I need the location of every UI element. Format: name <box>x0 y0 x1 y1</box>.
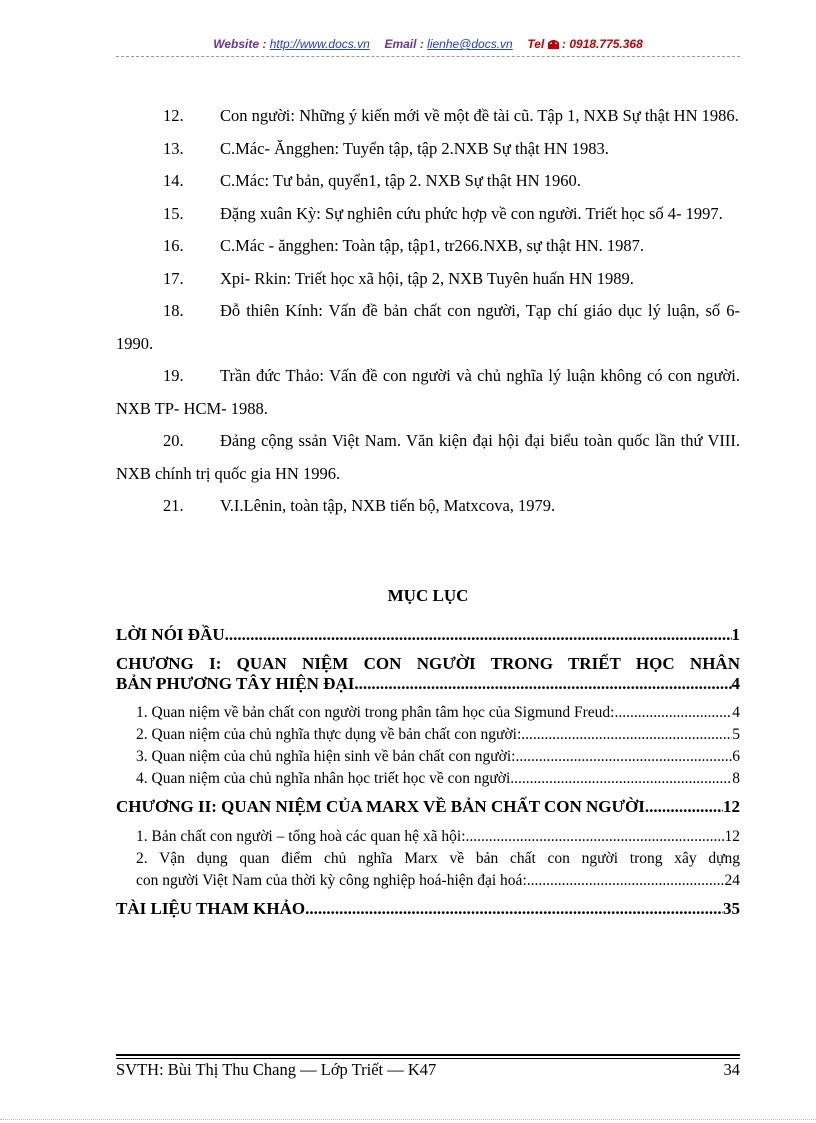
toc-entry-2-1[interactable]: 1. Bản chất con người – tổng hoà các quan hệ xã hội: ..... 12 <box>116 826 740 848</box>
toc-entry-1-2[interactable]: 2. Quan niệm của chủ nghĩa thực dụng về bản chất con người: ..... 5 <box>116 724 740 746</box>
reference-item: 20. Đảng cộng ssản Việt Nam. Văn kiện đại hội đại biểu toàn quốc lần thứ VIII. NXB chính trị quốc gia HN 1996. <box>116 431 740 483</box>
reference-item: 17. Xpi- Rkin: Triết học xã hội, tập 2, NXB Tuyên huấn HN 1989. <box>163 268 634 288</box>
toc-entry-1-1[interactable]: 1. Quan niệm về bản chất con người trong phân tâm học của Sigmund Freud: ..... 4 <box>116 702 740 724</box>
toc-entry-tai-lieu[interactable]: TÀI LIỆU THAM KHẢO ..... 35 <box>116 898 740 920</box>
reference-list <box>116 100 740 523</box>
toc-entry-1-4[interactable]: 4. Quan niệm của chủ nghĩa nhân học triết học về con người. ..... 8 <box>116 768 740 790</box>
page-footer <box>116 1060 740 1080</box>
toc-entry-loi-noi-dau[interactable]: LỜI NÓI ĐẦU ..... 1 <box>116 624 740 646</box>
toc-title: MỤC LỤC <box>387 586 469 605</box>
website-link[interactable]: http://www.docs.vn <box>269 37 370 51</box>
toc-entry-1-3[interactable]: 3. Quan niệm của chủ nghĩa hiện sinh về bản chất con người: ..... 6 <box>116 746 740 768</box>
table-of-contents <box>116 624 740 920</box>
toc-entry-2-2[interactable]: 2. Vận dụng quan điểm chủ nghĩa Marx về bản chất con người trong xây dựng con người Việt Nam của thời kỳ công nghiệp hoá-hiện đại hoá: ..... 24 <box>116 848 740 892</box>
tel-label: Tel <box>527 37 545 51</box>
reference-item: 12. Con người: Những ý kiến mới về một đề tài cũ. Tập 1, NXB Sự thật HN 1986. <box>163 106 739 125</box>
page-header: Website : http://www.docs.vn Email : lienhe@docs.vn Tel : 0918.775.368 <box>213 37 643 51</box>
reference-item: 14. C.Mác: Tư bản, quyển1, tập 2. NXB Sự thật HN 1960. <box>163 171 581 190</box>
reference-item: 15. Đặng xuân Kỳ: Sự nghiên cứu phức hợp về con người. Triết học số 4- 1997. <box>163 203 723 223</box>
header-divider <box>116 56 740 57</box>
website-label: Website <box>213 37 260 51</box>
footer-divider <box>116 1054 740 1056</box>
reference-item: 16. C.Mác - ăngghen: Toàn tập, tập1, tr266.NXB, sự thật HN. 1987. <box>163 236 645 255</box>
tel-number: 0918.775.368 <box>569 37 643 51</box>
email-link[interactable]: lienhe@docs.vn <box>427 37 513 51</box>
toc-entry-chuong-2[interactable]: CHƯƠNG II: QUAN NIỆM CỦA MARX VỀ BẢN CHẤT CON NGƯỜI ..... 12 <box>116 796 740 818</box>
reference-item: 19. Trần đức Thảo: Vấn đề con người và chủ nghĩa lý luận không có con người. NXB TP- HCM- 1988. <box>116 366 740 418</box>
phone-icon <box>548 38 559 49</box>
page-number: 34 <box>723 1060 740 1079</box>
toc-entry-chuong-1[interactable]: CHƯƠNG I: QUAN NIỆM CON NGƯỜI TRONG TRIẾT HỌC NHÂN BẢN PHƯƠNG TÂY HIỆN ĐẠI ..... 4 <box>116 654 740 694</box>
reference-item: 13. C.Mác- Ăngghen: Tuyển tập, tập 2.NXB Sự thật HN 1983. <box>163 138 609 158</box>
reference-item: 18. Đỗ thiên Kính: Vấn đề bản chất con người, Tạp chí giáo dục lý luận, số 6- 1990. <box>116 301 740 353</box>
email-label: Email <box>384 37 417 51</box>
footer-author: SVTH: Bùi Thị Thu Chang — Lớp Triết — K47 <box>116 1060 437 1079</box>
reference-item: 21. V.I.Lênin, toàn tập, NXB tiến bộ, Matxcova, 1979. <box>163 496 556 515</box>
